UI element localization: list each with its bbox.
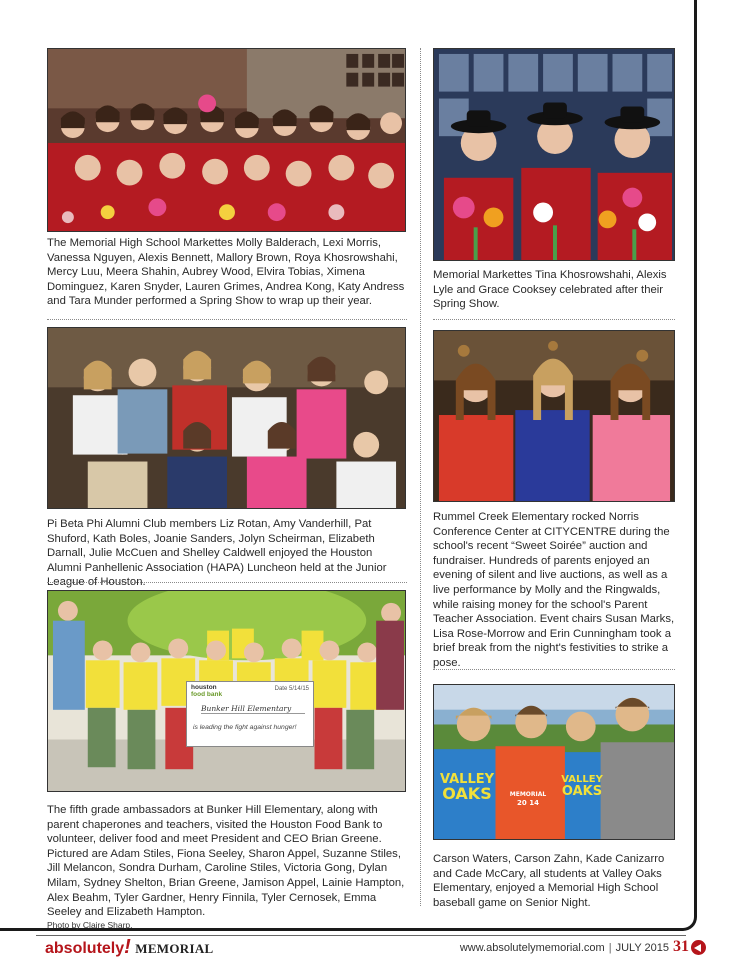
photo-valley-oaks	[433, 684, 675, 840]
divider	[433, 319, 675, 320]
food-bank-logo	[191, 684, 222, 698]
check-payee: Bunker Hill Elementary	[201, 704, 305, 714]
photo-markettes-group	[47, 48, 406, 232]
divider	[433, 669, 675, 670]
photo-rummel-creek	[433, 330, 675, 502]
column-divider	[420, 48, 421, 906]
check-date: Date 5/14/15	[274, 686, 309, 692]
photo-credit: Photo by Claire Sharp.	[47, 919, 133, 930]
caption-pi-beta-phi: Pi Beta Phi Alumni Club members Liz Rotan, Amy Vanderhill, Pat Shuford, Kath Boles, Joanie Sanders, Jolyn Scheirman, Elizabeth Darnall, Julie McCuen and Shelley Caldwell enjoyed the Houston Alumni Panhellenic Association (HAPA) Luncheon held at the Junior League of Houston.	[47, 518, 387, 589]
shirt-text-valley-oaks-right	[561, 774, 603, 798]
footer-rule	[36, 935, 686, 936]
shirt-word-memorial: MEMORIAL	[509, 791, 547, 798]
logo-mark: !	[124, 936, 131, 958]
check	[186, 681, 314, 747]
caption-bunker-hill	[47, 803, 409, 931]
shirt-word-oaks: OAKS	[442, 784, 492, 803]
divider	[47, 582, 407, 583]
caption-rummel-creek: Rummel Creek Elementary rocked Norris Conference Center at CITYCENTRE during the school's recent “Sweet Soirée” auction and fundraiser. Hundreds of parents enjoyed an evening of silent and live auctions, as well as a live performance by Molly and the Ringwalds, while raising money for the school's Parent Teacher Association. Event chairs Susan Marks, Lisa Rose-Morrow and Erin Cunningham took a brief break from the night's festivities to strike a pose.	[433, 511, 675, 669]
logo-word: absolutely	[45, 940, 125, 957]
photo-pi-beta-phi	[47, 327, 406, 509]
previous-page-arrow-icon[interactable]	[691, 940, 706, 955]
issue-date: JULY 2015	[615, 942, 669, 954]
food-bank-brand-bottom: food bank	[191, 691, 223, 698]
caption-markettes-trio: Memorial Markettes Tina Khosrowshahi, Alexis Lyle and Grace Cooksey celebrated after their Spring Show.	[433, 269, 667, 311]
publication-logo[interactable]	[45, 937, 214, 959]
logo-suffix: MEMORIAL	[135, 941, 214, 956]
shirt-text-valley-oaks-left	[438, 773, 496, 802]
shirt-word-valley-right: VALLEY	[561, 774, 603, 785]
photo-markettes-trio	[433, 48, 675, 261]
caption-bunker-hill-text: The fifth grade ambassadors at Bunker Hill Elementary, along with parent chaperones and teachers, visited the Houston Food Bank to volunteer, deliver food and meet President and CEO Brian Greene. Pictured are Adam Stiles, Fiona Seeley, Sharon Appel, Suzanne Stiles, Jill Melancon, Sondra Durham, Caroline Stiles, Victoria Gong, Dylan Milam, Sydney Shelton, Brian Greene, Jamison Appel, Lainie Hampton, Alex Beahm, Tyler Gardner, Henry Finnila, Tyler Cernosek, Emma Seeley and Elizabeth Hampton.	[47, 804, 405, 919]
website-link[interactable]: www.absolutelymemorial.com	[459, 942, 605, 954]
caption-markettes-group: The Memorial High School Markettes Molly Balderach, Lexi Morris, Vanessa Nguyen, Alexis Bennett, Mallory Brown, Roya Khosrowshahi, Mercy Luu, Meera Shahin, Aubrey Wood, Elvira Tobias, Ximena Dominguez, Karen Snyder, Lauren Grimes, Andrea Kong, Katy Andress and Tara Munder performed a Spring Show to wrap up their year.	[47, 237, 405, 308]
shirt-text-memorial	[499, 790, 557, 808]
shirt-word-year: 20 14	[517, 799, 539, 807]
caption-valley-oaks: Carson Waters, Carson Zahn, Kade Canizarro and Cade McCary, all students at Valley Oaks Elementary, enjoyed a Memorial High School baseball game on Senior Night.	[433, 853, 665, 909]
food-bank-brand-top: houston	[191, 684, 217, 691]
folio-separator: |	[608, 942, 612, 954]
folio	[460, 939, 689, 956]
shirt-word-valley: VALLEY	[439, 772, 495, 787]
shirt-word-oaks-right: OAKS	[561, 784, 603, 799]
divider	[47, 319, 407, 320]
page-number: 31	[673, 938, 689, 955]
check-memo: is leading the fight against hunger!	[193, 724, 297, 731]
